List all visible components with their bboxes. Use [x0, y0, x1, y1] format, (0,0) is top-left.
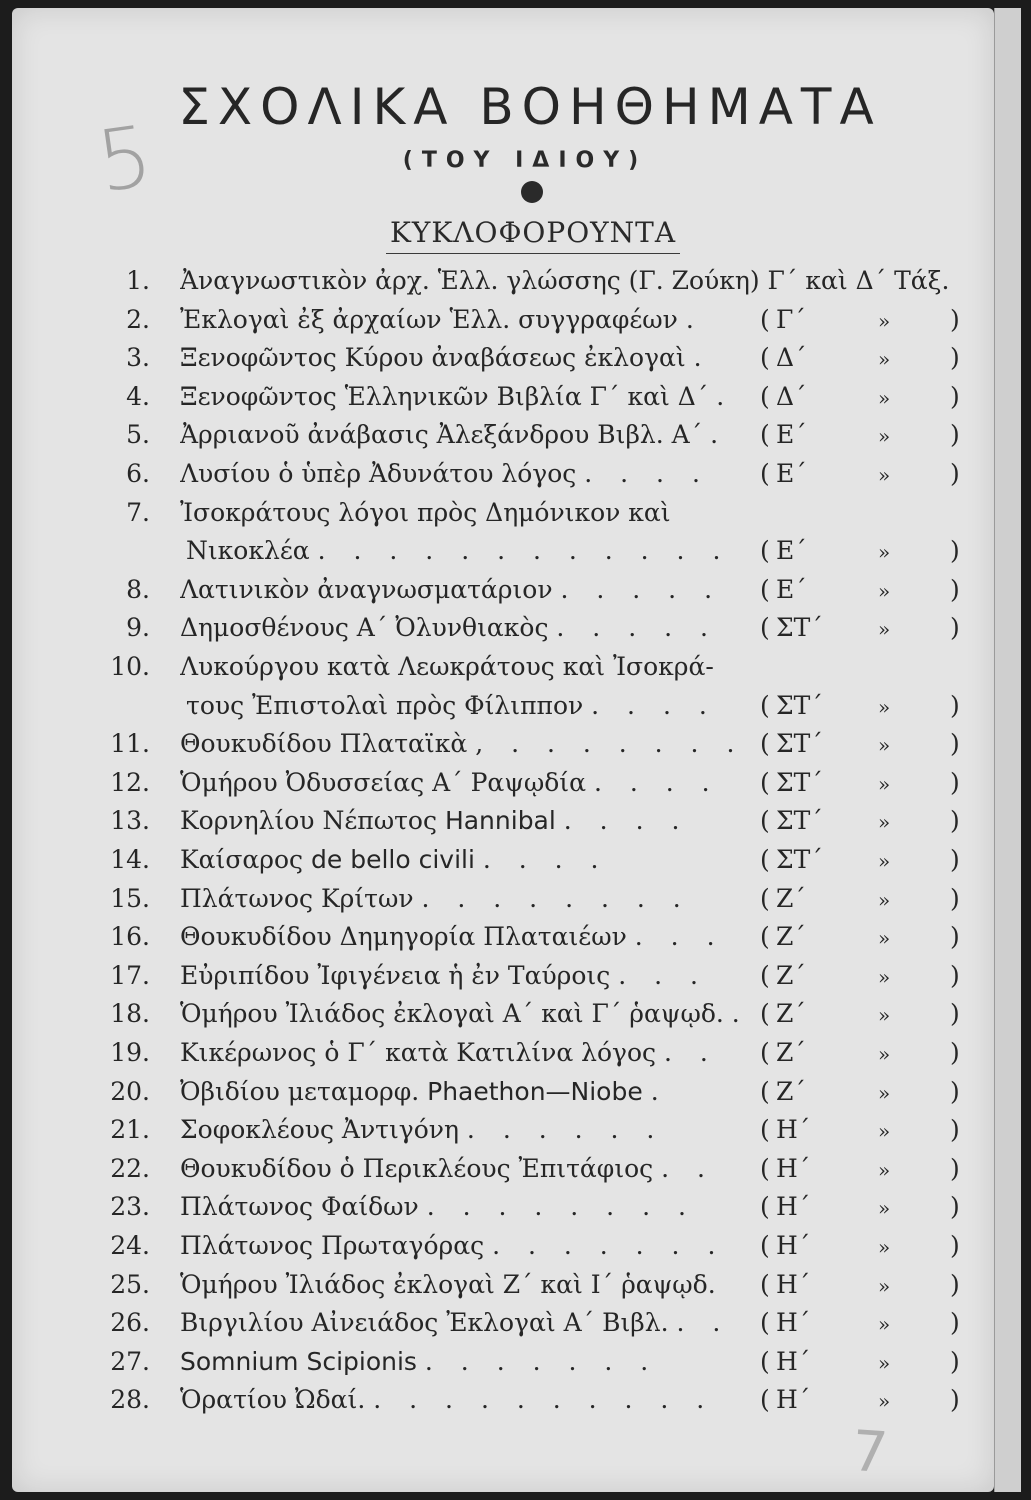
item-title-greek: Ἀρριανοῦ ἀνάβασις Ἀλεξάνδρου Βιβλ. Α΄	[180, 420, 703, 450]
item-title	[180, 1347, 658, 1376]
close-paren: )	[950, 1346, 960, 1376]
item-title	[180, 1308, 730, 1337]
item-title-latin: Hannibal	[444, 806, 556, 836]
open-paren: (	[760, 613, 770, 643]
open-paren: (	[760, 459, 770, 488]
grade-label: Η΄	[776, 1192, 811, 1222]
list-item	[0, 1154, 994, 1192]
dot-leaders: .	[731, 999, 750, 1029]
close-paren: )	[950, 960, 960, 990]
item-number: 21.	[110, 1115, 150, 1145]
item-number: 27.	[110, 1346, 150, 1376]
close-paren: )	[950, 1385, 960, 1415]
item-title-greek: Κικέρωνος ὁ Γ΄ κατὰ Κατιλίνα λόγος	[180, 1038, 657, 1067]
grade-label: Η΄	[776, 1308, 811, 1338]
grade-label: Ε΄	[776, 420, 807, 450]
dot-leaders: . . . . . . . .	[421, 883, 691, 913]
open-paren: (	[760, 845, 770, 874]
close-paren: )	[950, 1192, 960, 1222]
dot-leaders: .	[693, 343, 712, 373]
item-number: 18.	[110, 999, 150, 1029]
close-paren: )	[950, 1076, 960, 1106]
item-title	[180, 1038, 718, 1067]
item-title	[180, 305, 704, 334]
item-number: 5.	[126, 420, 150, 450]
dot-leaders: . . . . .	[560, 574, 723, 604]
ditto-mark: »	[878, 1003, 891, 1028]
item-number: 15.	[110, 883, 150, 913]
dot-leaders: . . . . . . .	[492, 1231, 726, 1260]
ditto-mark: »	[878, 771, 891, 796]
item-number: 24.	[110, 1231, 150, 1260]
open-paren: (	[760, 1385, 770, 1415]
item-title-greek: Εὐριπίδου Ἰφιγένεια ἡ ἐν Ταύροις	[180, 960, 611, 990]
open-paren: (	[760, 767, 770, 797]
ditto-mark: »	[878, 385, 891, 410]
list-item	[0, 1038, 994, 1076]
open-paren: (	[760, 420, 770, 450]
list-item	[0, 536, 994, 574]
list-item	[0, 961, 994, 999]
item-number: 13.	[110, 806, 150, 836]
list-item	[0, 845, 994, 883]
dot-leaders: . . . . . . . . . . . .	[317, 536, 731, 566]
ditto-mark: »	[878, 424, 891, 449]
close-paren: )	[950, 767, 960, 797]
item-number: 3.	[126, 343, 150, 373]
item-title	[180, 613, 718, 642]
dot-leaders: .	[710, 420, 729, 450]
item-number: 2.	[126, 304, 150, 334]
ditto-mark: »	[878, 347, 891, 372]
dot-leaders: . . . . . .	[466, 1115, 665, 1145]
item-title	[180, 1192, 696, 1221]
grade-label: Ζ΄	[776, 883, 806, 913]
item-title-greek: Θουκυδίδου ὁ Περικλέους Ἐπιτάφιος	[180, 1153, 654, 1183]
ditto-mark: »	[878, 964, 891, 989]
item-title-greek: Λυσίου ὁ ὑπὲρ Ἀδυνάτου λόγος	[180, 459, 577, 488]
item-title	[180, 498, 671, 527]
list-item	[0, 305, 994, 343]
close-paren: )	[950, 845, 960, 874]
item-number: 6.	[126, 459, 150, 488]
item-title-greek: Νικοκλέα	[186, 536, 310, 566]
open-paren: (	[760, 729, 770, 759]
close-paren: )	[950, 343, 960, 373]
grade-label: ΣΤ΄	[776, 806, 823, 836]
item-title	[186, 536, 730, 565]
handwritten-page-number: 5	[91, 106, 159, 212]
ditto-mark: »	[878, 810, 891, 835]
item-title-latin: de bello civili	[311, 845, 475, 874]
open-paren: (	[760, 1192, 770, 1222]
item-title-greek: Θουκυδίδου Πλαταϊκὰ	[180, 729, 468, 759]
item-title	[180, 575, 722, 604]
ditto-mark: »	[878, 1042, 891, 1066]
open-paren: (	[760, 883, 770, 913]
ditto-mark: »	[878, 1157, 891, 1182]
item-title	[180, 999, 750, 1028]
ditto-mark: »	[878, 578, 891, 603]
item-title	[180, 1154, 715, 1183]
close-paren: )	[950, 613, 960, 643]
item-number: 23.	[110, 1192, 150, 1222]
close-paren: )	[950, 304, 960, 334]
grade-label: Ε΄	[776, 536, 807, 566]
open-paren: (	[760, 922, 770, 952]
open-paren: (	[760, 381, 770, 411]
list-item	[0, 459, 994, 497]
list-item	[0, 420, 994, 458]
ditto-mark: »	[878, 1350, 891, 1375]
item-title-greek: Θουκυδίδου Δημηγορία Πλαταιέων	[180, 922, 627, 952]
dot-leaders: .	[685, 304, 704, 334]
ditto-mark: »	[878, 540, 891, 565]
item-title-greek: Ξενοφῶντος Ἑλληνικῶν Βιβλία Γ΄ καὶ Δ΄	[180, 381, 709, 411]
list-item	[0, 652, 994, 690]
close-paren: )	[950, 1115, 960, 1145]
item-title-latin: Somnium Scipionis	[180, 1346, 417, 1376]
open-paren: (	[760, 1115, 770, 1145]
open-paren: (	[760, 1038, 770, 1067]
list-item	[0, 1192, 994, 1230]
close-paren: )	[950, 420, 960, 450]
list-item	[0, 729, 994, 767]
item-number: 17.	[110, 960, 150, 990]
item-title	[180, 420, 728, 449]
close-paren: )	[950, 1038, 960, 1067]
grade-label: Δ΄	[776, 381, 807, 411]
list-item	[0, 768, 994, 806]
list-item	[0, 1115, 994, 1153]
close-paren: )	[950, 1269, 960, 1299]
dot-leaders: . . . .	[584, 459, 710, 488]
item-title	[180, 266, 949, 295]
list-item	[0, 922, 994, 960]
item-title	[180, 845, 609, 874]
close-paren: )	[950, 806, 960, 836]
ditto-mark: »	[878, 1196, 891, 1221]
grade-label: Η΄	[776, 1385, 811, 1415]
item-title	[180, 961, 708, 990]
close-paren: )	[950, 459, 960, 488]
close-paren: )	[950, 574, 960, 604]
open-paren: (	[760, 1153, 770, 1183]
ditto-mark: »	[878, 1080, 891, 1105]
dot-leaders: . . .	[634, 922, 725, 952]
grade-label: Γ΄	[776, 304, 806, 334]
dot-leaders: . . . .	[593, 767, 720, 797]
grade-label: Η΄	[776, 1115, 811, 1145]
item-title	[180, 884, 691, 913]
dot-leaders: . . . . .	[556, 613, 718, 643]
close-paren: )	[950, 1231, 960, 1260]
open-paren: (	[760, 343, 770, 373]
item-number: 22.	[110, 1153, 150, 1183]
item-number: 12.	[110, 767, 150, 797]
open-paren: (	[760, 536, 770, 566]
close-paren: )	[950, 536, 960, 566]
item-title-greek: Ἀναγνωστικὸν ἀρχ. Ἑλλ. γλώσσης (Γ. Ζούκη) Γ΄ καὶ Δ΄ Τάξ.	[180, 266, 950, 295]
ditto-mark: »	[878, 1389, 891, 1414]
list-item	[0, 884, 994, 922]
section-heading	[0, 216, 1031, 249]
ditto-mark: »	[878, 694, 891, 719]
item-title-greek: Ὁμήρου Ὀδυσσείας Α΄ Ραψῳδία	[180, 767, 586, 797]
ditto-mark: »	[878, 926, 891, 951]
dot-leaders: . . . .	[482, 845, 609, 874]
list-item	[0, 1270, 994, 1308]
grade-label: Η΄	[776, 1231, 811, 1260]
list-item	[0, 806, 994, 844]
item-number: 14.	[110, 845, 150, 874]
dot-leaders: . .	[661, 1153, 715, 1183]
grade-label: Ζ΄	[776, 922, 806, 952]
close-paren: )	[950, 729, 960, 759]
book-list	[0, 266, 994, 1426]
list-item	[0, 1308, 994, 1346]
close-paren: )	[950, 381, 960, 411]
handwritten-mark: 7	[849, 1418, 890, 1487]
item-title	[180, 922, 725, 951]
item-title	[180, 1115, 664, 1144]
open-paren: (	[760, 574, 770, 604]
dot-leaders: . . . . . . . . . .	[373, 1385, 715, 1415]
item-number: 10.	[110, 652, 150, 681]
close-paren: )	[950, 1153, 960, 1183]
open-paren: (	[760, 1076, 770, 1106]
item-title-greek: Καίσαρος	[180, 845, 304, 874]
list-item	[0, 691, 994, 729]
grade-label: Ζ΄	[776, 1076, 806, 1106]
item-number: 11.	[110, 729, 150, 759]
item-title-greek: Δημοσθένους Α΄ Ὀλυνθιακὸς	[180, 613, 549, 643]
close-paren: )	[950, 1308, 960, 1338]
list-item	[0, 575, 994, 613]
item-title-greek: Κορνηλίου Νέπωτος	[180, 806, 437, 836]
list-item	[0, 999, 994, 1037]
document-title: ΣΧΟΛΙΚΑ ΒΟΗΘΗΜΑΤΑ	[178, 78, 882, 136]
item-title-greek: Ὁμήρου Ἰλιάδος ἐκλογαὶ Α΄ καὶ Γ΄ ῥαψῳδ.	[180, 999, 724, 1029]
list-item	[0, 1231, 994, 1269]
grade-label: Ζ΄	[776, 999, 806, 1029]
item-title	[180, 343, 712, 372]
list-item	[0, 343, 994, 381]
grade-label: Ζ΄	[776, 1038, 806, 1067]
item-title	[180, 652, 714, 681]
ditto-mark: »	[878, 1312, 891, 1337]
close-paren: )	[950, 922, 960, 952]
grade-label: Ζ΄	[776, 960, 806, 990]
dot-leaders: . .	[676, 1308, 731, 1338]
item-title-greek: Πλάτωνος Πρωταγόρας	[180, 1231, 485, 1260]
ditto-mark: »	[878, 733, 891, 758]
item-title	[180, 768, 720, 797]
item-number: 9.	[126, 613, 150, 643]
list-item	[0, 382, 994, 420]
close-paren: )	[950, 690, 960, 720]
open-paren: (	[760, 1231, 770, 1260]
item-title-latin: Phaethon—Niobe	[427, 1076, 643, 1106]
item-title	[186, 691, 717, 720]
list-item	[0, 1077, 994, 1115]
ditto-mark: »	[878, 308, 891, 333]
grade-label: Η΄	[776, 1153, 811, 1183]
item-title-greek: Ἐκλογαὶ ἐξ ἀρχαίων Ἑλλ. συγγραφέων	[180, 304, 678, 334]
item-title-greek: τους Ἐπιστολαὶ πρὸς Φίλιππον	[186, 690, 584, 720]
dot-leaders: . . . .	[563, 806, 690, 836]
ditto-mark: »	[878, 887, 891, 912]
item-number: 26.	[110, 1308, 150, 1338]
grade-label: ΣΤ΄	[776, 613, 823, 643]
item-number: 4.	[126, 381, 150, 411]
open-paren: (	[760, 806, 770, 836]
grade-label: Η΄	[776, 1269, 811, 1299]
item-title-greek: Ἰσοκράτους λόγοι πρὸς Δημόνικον καὶ	[180, 497, 671, 527]
item-title-greek: Ὁρατίου Ὠδαί.	[180, 1385, 366, 1415]
close-paren: )	[950, 883, 960, 913]
item-number: 1.	[126, 266, 150, 295]
grade-label: ΣΤ΄	[776, 690, 823, 720]
item-title	[180, 382, 734, 411]
item-number: 16.	[110, 922, 150, 952]
grade-label: Ε΄	[776, 459, 807, 488]
open-paren: (	[760, 1346, 770, 1376]
open-paren: (	[760, 960, 770, 990]
item-number: 8.	[126, 574, 150, 604]
bullet-ornament-icon	[521, 181, 543, 203]
ditto-mark: »	[878, 849, 891, 873]
open-paren: (	[760, 1269, 770, 1299]
list-item	[0, 498, 994, 536]
item-title-greek: Πλάτωνος Φαίδων	[180, 1192, 419, 1222]
section-heading-text: ΚΥΚΛΟΦΟΡΟΥΝΤΑ	[386, 216, 680, 254]
list-item	[0, 613, 994, 651]
grade-label: ΣΤ΄	[776, 845, 823, 874]
open-paren: (	[760, 690, 770, 720]
ditto-mark: »	[878, 1273, 891, 1298]
grade-label: ΣΤ΄	[776, 767, 823, 797]
dot-leaders: .	[650, 1076, 669, 1106]
close-paren: )	[950, 999, 960, 1029]
item-title	[180, 806, 689, 835]
dot-leaders: , . . . . . . .	[475, 729, 745, 759]
list-item	[0, 1385, 994, 1423]
open-paren: (	[760, 304, 770, 334]
item-title-greek: Ὀβιδίου μεταμορφ.	[180, 1076, 420, 1106]
item-number: 25.	[110, 1269, 150, 1299]
ditto-mark: »	[878, 463, 891, 487]
dot-leaders: .	[716, 381, 735, 411]
item-title-greek: Ξενοφῶντος Κύρου ἀναβάσεως ἐκλογαὶ	[180, 343, 686, 373]
dot-leaders: . .	[664, 1038, 718, 1067]
grade-label: Δ΄	[776, 343, 807, 373]
dot-leaders: . . . . . . . .	[426, 1192, 696, 1222]
document-subtitle: (ΤΟΥ ΙΔΙΟΥ)	[402, 148, 648, 173]
list-item	[0, 1347, 994, 1385]
grade-label: Ε΄	[776, 574, 807, 604]
item-number: 20.	[110, 1076, 150, 1106]
grade-label: Η΄	[776, 1346, 811, 1376]
list-item	[0, 266, 994, 304]
dot-leaders: . . .	[618, 960, 708, 990]
dot-leaders: . . . .	[591, 690, 717, 720]
item-number: 19.	[110, 1038, 150, 1067]
ditto-mark: »	[878, 1235, 891, 1259]
item-number: 7.	[126, 497, 150, 527]
item-title	[180, 459, 710, 488]
ditto-mark: »	[878, 617, 891, 642]
item-title-greek: Λατινικὸν ἀναγνωσματάριον	[180, 574, 553, 604]
ditto-mark: »	[878, 1119, 891, 1144]
item-title	[180, 1077, 669, 1106]
item-title	[180, 1385, 714, 1414]
open-paren: (	[760, 999, 770, 1029]
item-title-greek: Σοφοκλέους Ἀντιγόνη	[180, 1115, 459, 1145]
item-title	[180, 729, 744, 758]
item-title	[180, 1231, 725, 1260]
open-paren: (	[760, 1308, 770, 1338]
grade-label: ΣΤ΄	[776, 729, 823, 759]
item-title-greek: Ὁμήρου Ἰλιάδος ἐκλογαὶ Ζ΄ καὶ Ι΄ ῥαψῳδ.	[180, 1269, 716, 1299]
dot-leaders: . . . . . . .	[424, 1346, 659, 1376]
item-title-greek: Λυκούργου κατὰ Λεωκράτους καὶ Ἰσοκρά-	[180, 652, 714, 681]
item-number: 28.	[110, 1385, 150, 1415]
item-title	[180, 1270, 716, 1299]
item-title-greek: Βιργιλίου Αἰνειάδος Ἐκλογαὶ Α΄ Βιβλ.	[180, 1308, 669, 1338]
item-title-greek: Πλάτωνος Κρίτων	[180, 883, 414, 913]
